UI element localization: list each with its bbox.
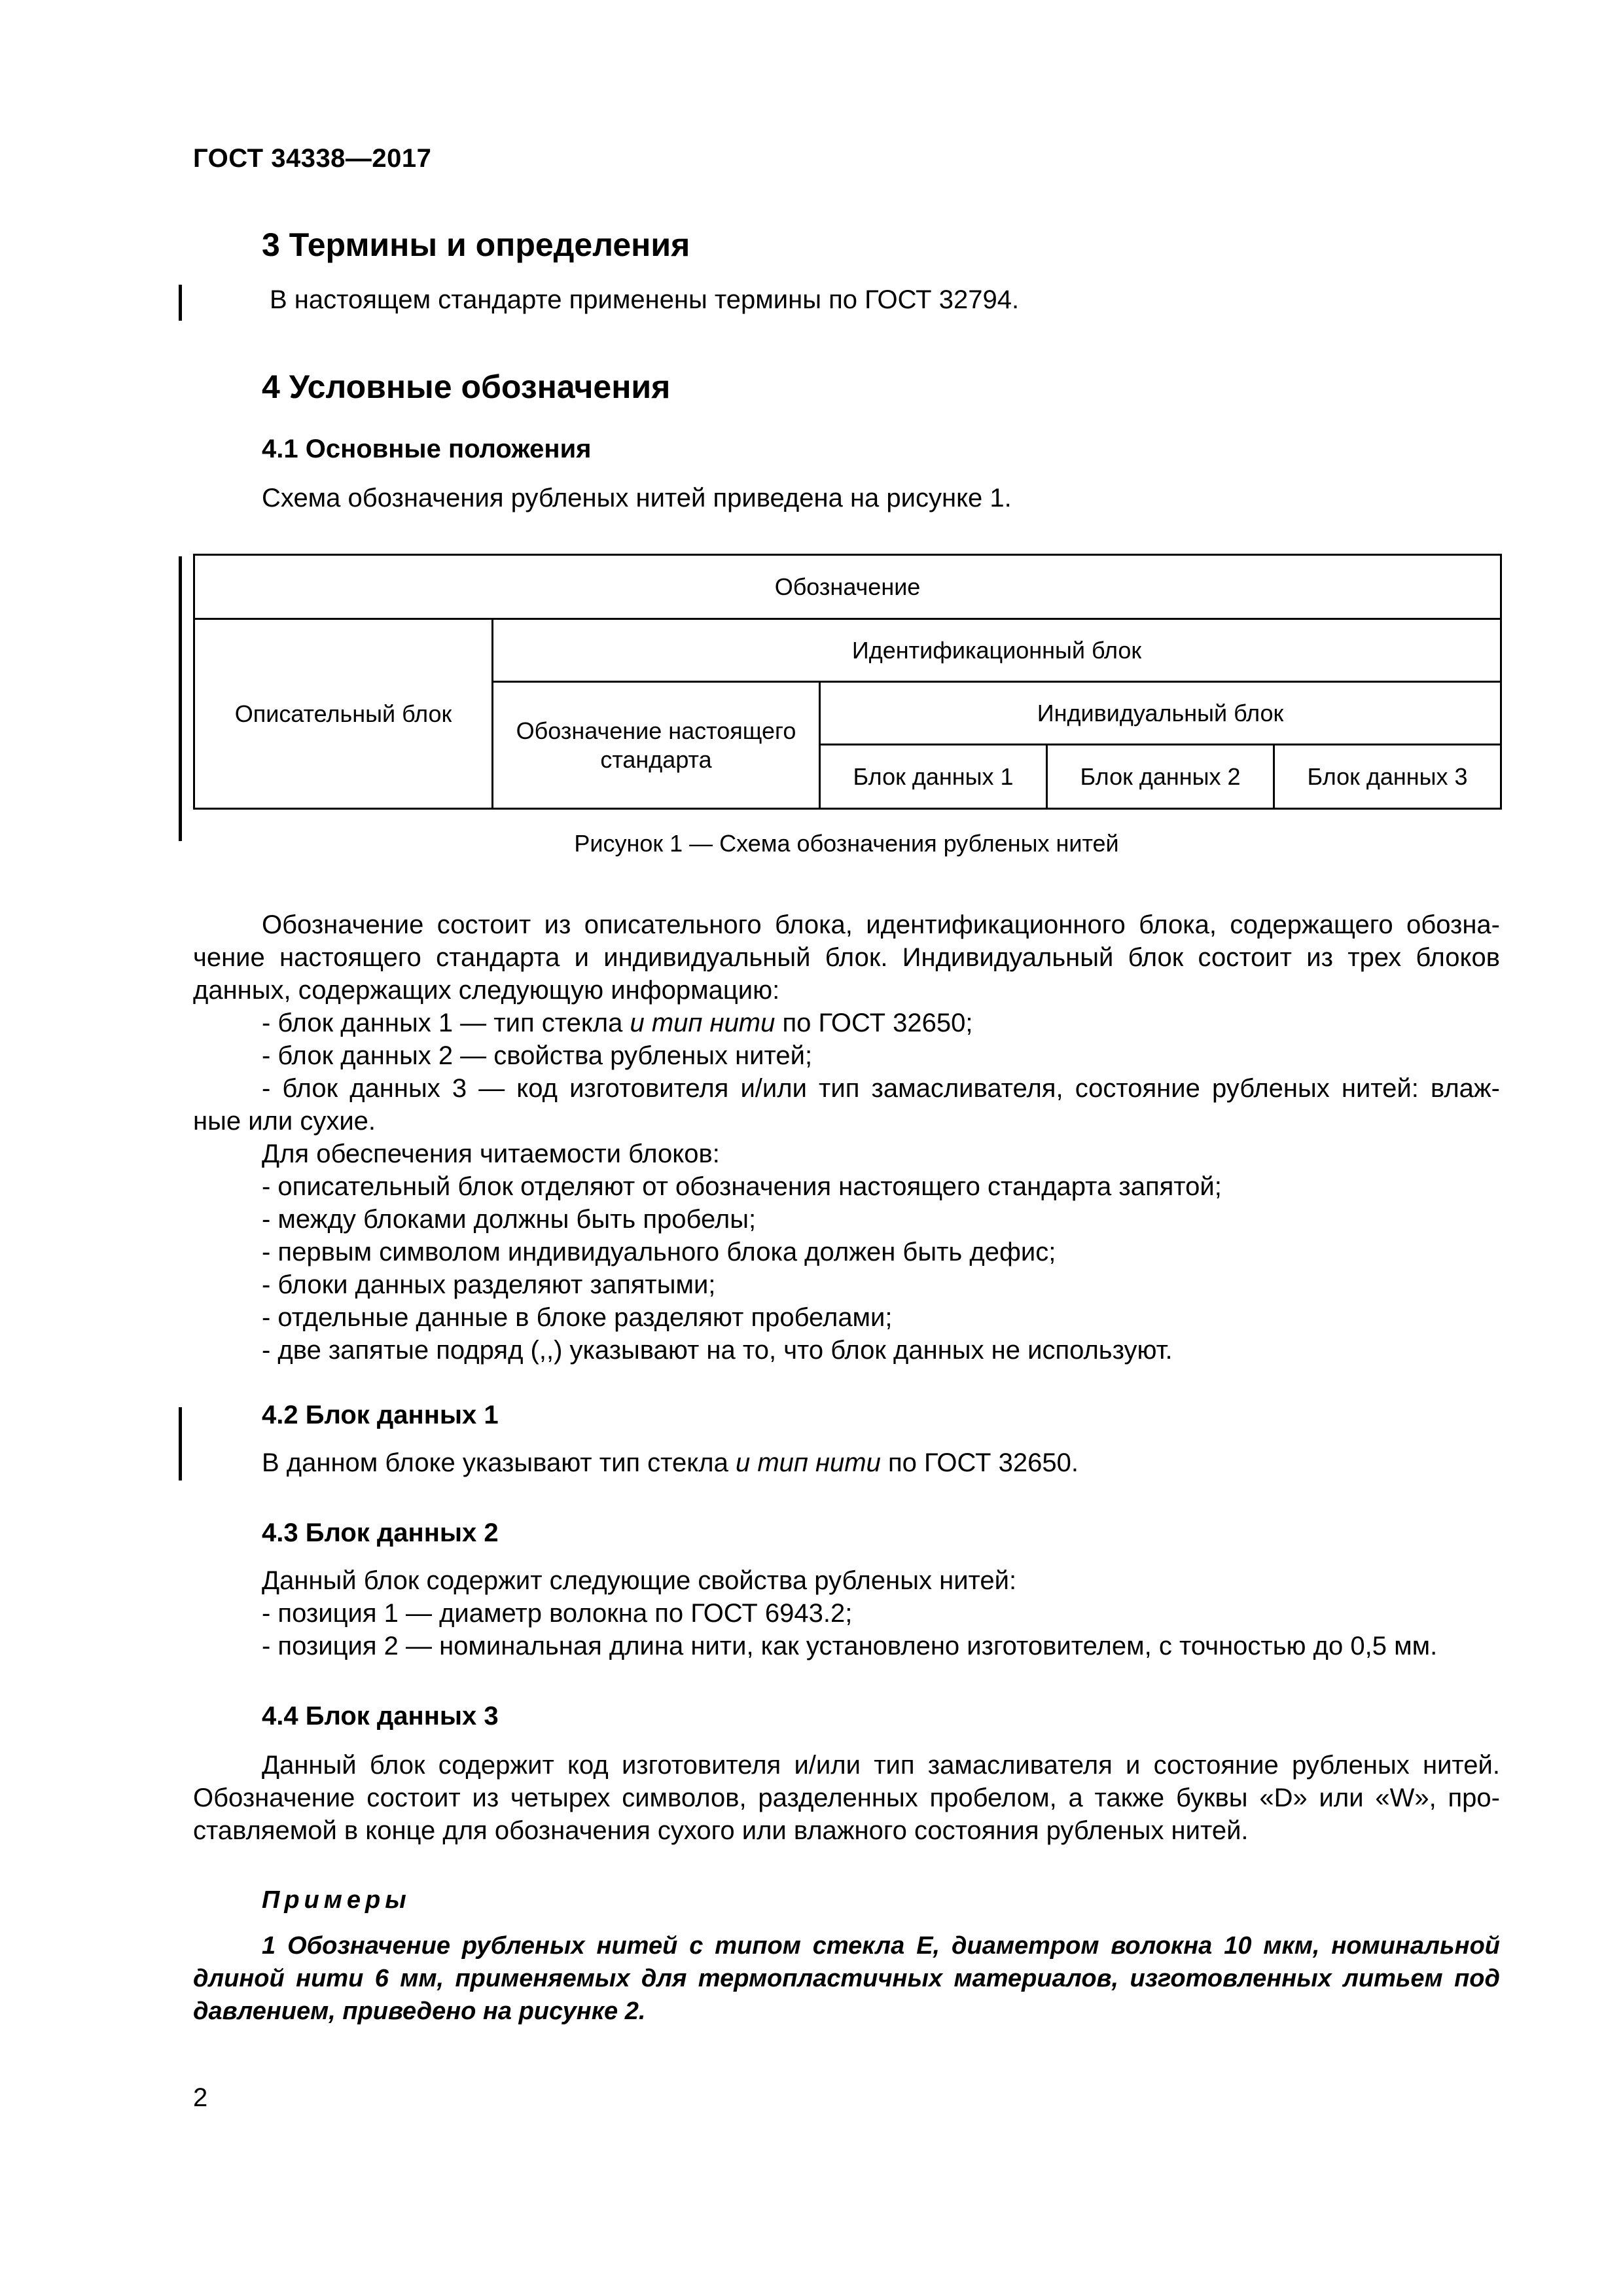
list-item: - позиция 1 — диаметр волокна по ГОСТ 6943.2; (262, 1599, 853, 1628)
example-line: давлением, приведено на рисунке 2. (193, 1998, 646, 2025)
section-4-4-title: 4.4 Блок данных 3 (262, 1702, 499, 1731)
section-4-1-intro: Схема обозначения рубленых нитей приведена на рисунке 1. (262, 484, 1012, 512)
section-4-2-text (262, 1446, 1079, 1479)
page-number: 2 (193, 2083, 208, 2112)
paragraph-line: чение настоящего стандарта и индивидуальный блок. Индивидуальный блок состоит из трех блоков (193, 943, 1500, 972)
readability-intro: Для обеспечения читаемости блоков: (262, 1139, 720, 1168)
list-item-text: - блок данных 1 — тип стекла (262, 1009, 630, 1037)
data-block-3-cell: Блок данных 3 (1274, 745, 1501, 809)
figure-1-caption: Рисунок 1 — Схема обозначения рубленых нитей (574, 830, 1119, 857)
paragraph-line: Данный блок содержит код изготовителя и/или тип замасливателя и состояние рубленых нитей. (262, 1751, 1500, 1780)
change-bar (179, 556, 182, 841)
section-4-title: 4 Условные обозначения (262, 368, 671, 405)
section-4-3-intro: Данный блок содержит следующие свойства рубленых нитей: (262, 1566, 1017, 1595)
section-4-1-paragraph (193, 908, 1500, 1007)
paragraph-line: ставляемой в конце для обозначения сухого или влажного состояния рубленых нитей. (193, 1816, 1249, 1845)
examples-title: Примеры (262, 1886, 411, 1914)
data-block-1-cell: Блок данных 1 (820, 745, 1047, 809)
designation-cell: Обозначение (194, 555, 1501, 619)
example-line: 1 Обозначение рубленых нитей с типом стекла Е, диаметром волокна 10 мкм, номинальной (262, 1932, 1500, 1960)
section-3-title: 3 Термины и определения (262, 226, 690, 263)
standard-designation-cell: Обозначение настоящего стандарта (493, 682, 820, 809)
list-item: - первым символом индивидуального блока должен быть дефис; (262, 1238, 1056, 1266)
text-run: по ГОСТ 32650. (880, 1448, 1079, 1477)
list-item-text: по ГОСТ 32650; (775, 1009, 973, 1037)
list-item-continuation: ные или сухие. (193, 1107, 376, 1136)
change-bar (179, 1407, 182, 1480)
list-item: - между блоками должны быть пробелы; (262, 1205, 757, 1234)
section-3-text: В настоящем стандарте применены термины по ГОСТ 32794. (270, 285, 1020, 314)
list-item: - блоки данных разделяют запятыми; (262, 1270, 716, 1299)
section-4-3-list (262, 1564, 1500, 1662)
change-bar (179, 285, 182, 321)
list-item: - отдельные данные в блоке разделяют пробелами; (262, 1303, 893, 1332)
data-block-2-cell: Блок данных 2 (1047, 745, 1274, 809)
italic-text-run: и тип нити (735, 1448, 881, 1477)
example-line: длиной нити 6 мм, применяемых для термопластичных материалов, изготовленных литьем под (193, 1965, 1500, 1992)
section-4-1-title: 4.1 Основные положения (262, 435, 592, 463)
descriptive-block-cell: Описательный блок (194, 619, 493, 809)
list-item: - позиция 2 — номинальная длина нити, как установлено изготовителем, с точностью до 0,5 мм. (262, 1632, 1438, 1660)
list-item: - блок данных 2 — свойства рубленых нитей; (262, 1041, 813, 1070)
paragraph-line: данных, содержащих следующую информацию: (193, 976, 780, 1005)
list-item: - описательный блок отделяют от обозначения настоящего стандарта запятой; (262, 1172, 1222, 1201)
data-blocks-list (262, 1007, 1500, 1105)
list-item: - две запятые подряд (,,) указывают на то, что блок данных не используют. (262, 1336, 1173, 1365)
identification-block-cell: Идентификационный блок (493, 619, 1501, 682)
individual-block-cell: Индивидуальный блок (820, 682, 1501, 745)
text-run: В данном блоке указывают тип стекла (262, 1448, 736, 1477)
document-code: ГОСТ 34338—2017 (193, 144, 432, 173)
readability-rules (262, 1138, 1500, 1367)
figure-1-scheme-table (193, 554, 1502, 810)
paragraph-line: Обозначение состоит из описательного блока, идентификационного блока, содержащего обозна- (262, 910, 1500, 939)
list-item: - блок данных 3 — код изготовителя и/или тип замасливателя, состояние рубленых нитей: влаж- (262, 1074, 1500, 1103)
paragraph-line: Обозначение состоит из четырех символов, разделенных пробелом, а также буквы «D» или «W», про- (193, 1784, 1500, 1812)
example-1 (193, 1929, 1500, 2028)
list-item-italic-text: и тип нити (630, 1009, 776, 1037)
list-item (262, 1007, 1500, 1039)
section-4-4-paragraph (193, 1749, 1500, 1847)
section-4-3-title: 4.3 Блок данных 2 (262, 1518, 499, 1547)
section-4-2-title: 4.2 Блок данных 1 (262, 1401, 499, 1429)
